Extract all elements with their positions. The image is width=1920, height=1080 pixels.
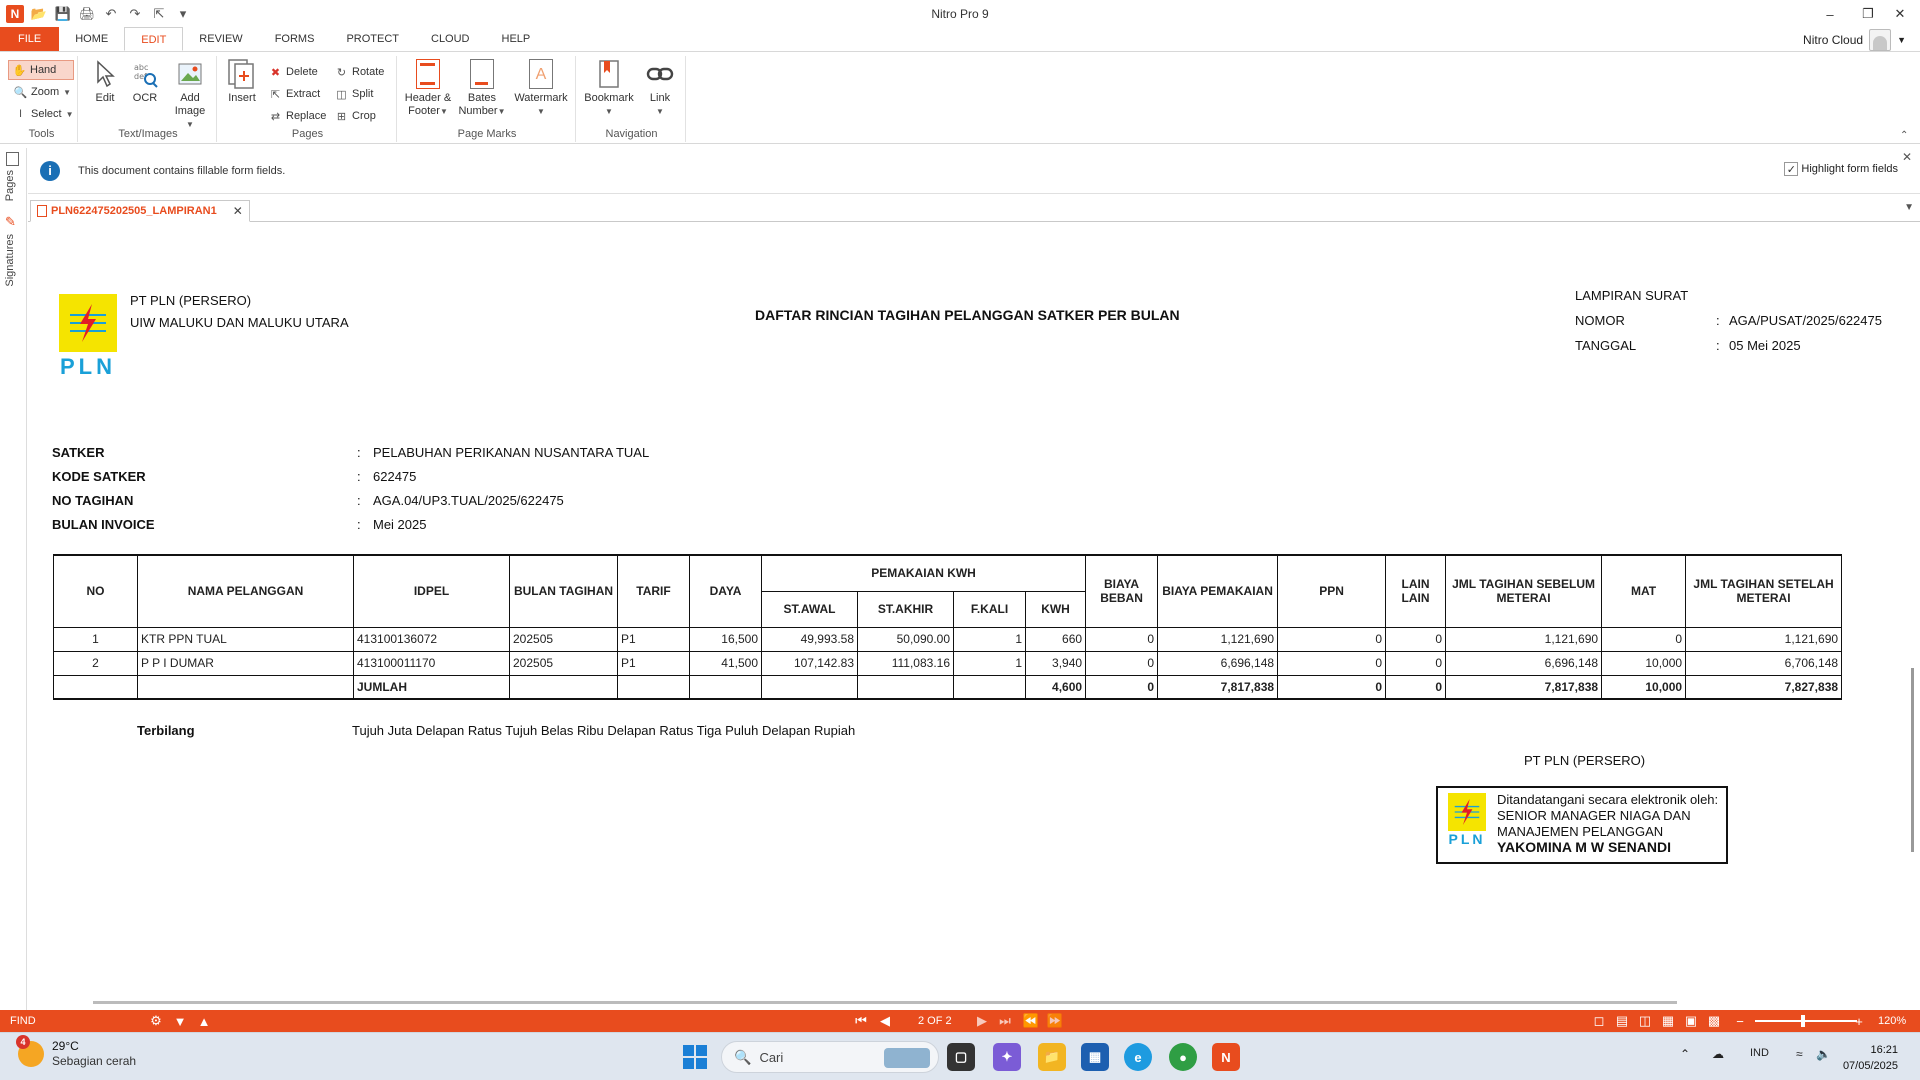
facing-view-icon[interactable]: ◫: [1638, 1013, 1652, 1028]
menu-help[interactable]: HELP: [501, 33, 531, 45]
chevron-down-icon: ▼: [186, 120, 194, 129]
delete-label: Delete: [286, 66, 318, 78]
find-previous-icon[interactable]: ▲: [197, 1013, 211, 1029]
weather-widget[interactable]: [18, 1039, 136, 1069]
copilot-icon[interactable]: ✦: [993, 1043, 1021, 1071]
task-view-icon[interactable]: ▢: [947, 1043, 975, 1071]
cell: 413100136072: [354, 627, 510, 651]
first-page-icon[interactable]: ⏮: [855, 1013, 867, 1028]
select-tool-button[interactable]: [10, 104, 78, 124]
document-tab-label: PLN622475202505_LAMPIRAN1: [51, 205, 217, 217]
cell: 1: [954, 651, 1026, 675]
select-tool-icon[interactable]: ⇱: [153, 6, 165, 21]
col-daya: DAYA: [690, 555, 762, 627]
menu-review[interactable]: REVIEW: [199, 33, 243, 45]
tanggal-value: 05 Mei 2025: [1729, 338, 1801, 353]
tools-group: [6, 56, 78, 142]
delete-icon: ✖: [270, 66, 281, 79]
input-language[interactable]: IND: [1750, 1047, 1769, 1059]
billing-table: [53, 554, 1842, 700]
bookmark-button[interactable]: [582, 58, 636, 118]
edit-button[interactable]: [90, 58, 120, 105]
cell: 1: [954, 627, 1026, 651]
vertical-scrollbar[interactable]: [1908, 223, 1920, 998]
ocr-label: OCR: [132, 92, 158, 104]
signature-line-1: Ditandatangani secara elektronik oleh:: [1497, 792, 1719, 807]
search-placeholder: Cari: [759, 1049, 784, 1065]
tanggal-colon: :: [1716, 338, 1720, 353]
cell: 50,090.00: [858, 627, 954, 651]
cell: 49,993.58: [762, 627, 858, 651]
menu-file[interactable]: FILE: [0, 27, 59, 51]
cell: 6,696,148: [1158, 651, 1278, 675]
pln-lightning-icon: [59, 294, 117, 352]
hand-icon: ✋: [12, 64, 27, 77]
zoom-out-icon[interactable]: −: [1736, 1013, 1744, 1029]
header-label-1: Header &: [404, 92, 452, 104]
cell: 0: [1086, 651, 1158, 675]
extract-label: Extract: [286, 88, 321, 100]
insert-button[interactable]: [225, 58, 259, 105]
col-st-awal: ST.AWAL: [762, 591, 858, 627]
print-icon[interactable]: 🖨: [78, 6, 96, 21]
nomor-label: NOMOR: [1575, 313, 1625, 328]
cell: 0: [1278, 651, 1386, 675]
cell: 0: [1278, 627, 1386, 651]
cell: 0: [1386, 627, 1446, 651]
col-idpel: IDPEL: [354, 555, 510, 627]
minimize-button[interactable]: –: [1826, 6, 1834, 22]
svg-text:def: def: [134, 72, 147, 81]
header-footer-icon: [413, 58, 443, 90]
crop-icon: ⊞: [336, 110, 347, 123]
page-indicator[interactable]: 2 OF 2: [918, 1015, 952, 1027]
find-next-icon[interactable]: ▼: [173, 1013, 187, 1029]
col-ppn: PPN: [1278, 555, 1386, 627]
replace-label: Replace: [286, 110, 327, 122]
speaker-icon[interactable]: 🔈: [1816, 1047, 1831, 1061]
chevron-down-icon: ▼: [63, 87, 72, 97]
highlight-form-fields-toggle[interactable]: [1784, 162, 1898, 176]
cell: KTR PPN TUAL: [138, 627, 354, 651]
col-bulan: BULAN TAGIHAN: [510, 555, 618, 627]
total-ppn: 0: [1278, 675, 1386, 699]
cell: 0: [1086, 627, 1158, 651]
search-highlight-image-icon: [884, 1048, 930, 1068]
next-view-icon[interactable]: ⏩: [1046, 1013, 1064, 1028]
total-jml-sebelum: 7,817,838: [1446, 675, 1602, 699]
col-fkali: F.KALI: [954, 591, 1026, 627]
header-footer-button[interactable]: [403, 58, 453, 118]
table-row: [54, 627, 1842, 651]
add-image-button[interactable]: [170, 58, 210, 131]
link-button[interactable]: [640, 58, 680, 118]
restore-button[interactable]: ❐: [1862, 6, 1874, 21]
cell: 1: [54, 627, 138, 651]
weather-desc: Sebagian cerah: [52, 1054, 137, 1068]
signature-pen-icon[interactable]: ✎: [5, 214, 16, 229]
cell: 0: [1386, 651, 1446, 675]
pages-tab[interactable]: Pages: [4, 170, 16, 202]
kode-satker-colon: :: [357, 469, 361, 484]
col-lain: LAIN LAIN: [1386, 555, 1446, 627]
total-biaya-pemakaian: 7,817,838: [1158, 675, 1278, 699]
replace-pages-button[interactable]: [265, 106, 330, 126]
table-row: [54, 651, 1842, 675]
bulan-invoice-value: Mei 2025: [373, 517, 427, 532]
crop-label: Crop: [352, 110, 376, 122]
pages-panel-icon[interactable]: [6, 152, 19, 166]
link-icon: [645, 58, 675, 90]
windows-start-icon[interactable]: [683, 1045, 707, 1069]
lampiran-heading: LAMPIRAN SURAT: [1575, 288, 1689, 303]
cell: 3,940: [1026, 651, 1086, 675]
col-mat: MAT: [1602, 555, 1686, 627]
text-images-group-label: Text/Images: [118, 128, 178, 140]
rotate-label: Rotate: [352, 66, 385, 78]
satker-colon: :: [357, 445, 361, 460]
total-mat: 10,000: [1602, 675, 1686, 699]
cell: 0: [1602, 627, 1686, 651]
cell: [510, 675, 618, 699]
cell: 660: [1026, 627, 1086, 651]
tab-list-chevron-icon[interactable]: ▼: [1904, 202, 1914, 213]
e-signature-box: [1436, 786, 1728, 864]
signatures-tab[interactable]: Signatures: [4, 234, 16, 287]
cursor-icon: [90, 58, 120, 90]
clock-time: 16:21: [1870, 1044, 1898, 1056]
total-lain: 0: [1386, 675, 1446, 699]
delete-pages-button[interactable]: [265, 62, 322, 82]
no-tagihan-value: AGA.04/UP3.TUAL/2025/622475: [373, 493, 564, 508]
file-explorer-icon[interactable]: 📁: [1038, 1043, 1066, 1071]
bates-number-icon: [467, 58, 497, 90]
form-fields-notification: [28, 148, 1920, 194]
undo-icon[interactable]: ↶: [105, 6, 117, 21]
chevron-down-icon: ▼: [537, 107, 545, 116]
highlight-label: Highlight form fields: [1801, 163, 1898, 175]
single-page-view-icon[interactable]: ◻: [1593, 1013, 1605, 1028]
cell: [762, 675, 858, 699]
insert-label: Insert: [228, 92, 256, 104]
header-label-2: [408, 105, 448, 118]
avatar[interactable]: [1869, 29, 1891, 51]
chevron-down-icon: ▼: [439, 107, 448, 116]
collapse-ribbon-icon[interactable]: ⌃: [1900, 130, 1909, 141]
close-tab-icon[interactable]: ✕: [232, 204, 243, 218]
cell: [954, 675, 1026, 699]
fit-page-icon[interactable]: ▣: [1684, 1013, 1698, 1028]
cell: [858, 675, 954, 699]
nitro-pro-taskbar-icon[interactable]: N: [1212, 1043, 1240, 1071]
zoom-slider-thumb[interactable]: [1801, 1015, 1805, 1027]
clock-date: 07/05/2025: [1842, 1060, 1898, 1072]
horizontal-scroll-thumb[interactable]: [93, 1001, 1677, 1004]
extract-icon: ⇱: [270, 88, 281, 101]
pdf-file-icon: [37, 205, 47, 217]
col-jml-setelah: JML TAGIHAN SETELAH METERAI: [1686, 555, 1842, 627]
last-page-icon[interactable]: ⏭: [999, 1013, 1011, 1028]
add-image-label-2-text: Image: [174, 105, 206, 117]
watermark-label: Watermark: [514, 92, 568, 104]
no-tagihan-colon: :: [357, 493, 361, 508]
watermark-button[interactable]: [511, 58, 571, 118]
cell: 1,121,690: [1686, 627, 1842, 651]
image-icon: [175, 58, 205, 90]
chrome-browser-icon[interactable]: ●: [1169, 1043, 1197, 1071]
cell: 1,121,690: [1446, 627, 1602, 651]
weather-sun-icon: [18, 1037, 44, 1067]
vertical-scroll-thumb[interactable]: [1911, 668, 1914, 852]
side-panel: [0, 148, 27, 1012]
col-tarif: TARIF: [618, 555, 690, 627]
bates-label-2-text: Number: [458, 105, 498, 117]
open-icon[interactable]: 📂: [30, 6, 48, 21]
taskbar-search[interactable]: [721, 1041, 939, 1073]
extract-pages-button[interactable]: [265, 84, 324, 104]
pln-lightning-icon: [1448, 793, 1486, 831]
cell: 6,706,148: [1686, 651, 1842, 675]
cell: 16,500: [690, 627, 762, 651]
weather-temp: 29°C: [52, 1039, 79, 1053]
weather-text: [52, 1039, 136, 1069]
nitro-logo-icon[interactable]: N: [6, 5, 24, 23]
nomor-value: AGA/PUSAT/2025/622475: [1729, 313, 1882, 328]
link-label: Link: [649, 92, 671, 104]
search-icon: 🔍: [734, 1048, 752, 1065]
bulan-invoice-label: BULAN INVOICE: [52, 517, 155, 532]
select-label: Select: [31, 108, 62, 120]
chevron-down-icon: ▼: [605, 107, 613, 116]
watermark-icon: A: [526, 58, 556, 90]
company-unit: UIW MALUKU DAN MALUKU UTARA: [130, 315, 349, 330]
col-biaya-pemakaian: BIAYA PEMAKAIAN: [1158, 555, 1278, 627]
total-biaya-beban: 0: [1086, 675, 1158, 699]
zoom-tool-button[interactable]: [10, 82, 75, 102]
bates-label-1: Bates: [467, 92, 497, 104]
nomor-colon: :: [1716, 313, 1720, 328]
pln-logo-small: [1448, 793, 1486, 847]
highlight-checkbox[interactable]: ✓: [1784, 162, 1798, 176]
tools-group-label: Tools: [28, 128, 55, 140]
rotate-pages-button[interactable]: [331, 62, 388, 82]
svg-text:abc: abc: [134, 63, 149, 72]
pln-logo-text: PLN: [60, 354, 116, 379]
no-tagihan-label: NO TAGIHAN: [52, 493, 134, 508]
system-clock[interactable]: [1843, 1042, 1898, 1074]
cell: 413100011170: [354, 651, 510, 675]
text-images-group: [80, 56, 217, 142]
cell: P1: [618, 627, 690, 651]
cell: 6,696,148: [1446, 651, 1602, 675]
zoom-label: Zoom: [31, 86, 60, 98]
document-title: DAFTAR RINCIAN TAGIHAN PELANGGAN SATKER PER BULAN: [755, 307, 1180, 323]
menu-protect[interactable]: PROTECT: [346, 33, 399, 45]
horizontal-scrollbar[interactable]: [28, 998, 1908, 1010]
col-kwh: KWH: [1026, 591, 1086, 627]
window-title: Nitro Pro 9: [931, 7, 989, 21]
next-page-icon[interactable]: ▶: [977, 1013, 987, 1028]
navigation-group: [578, 56, 686, 142]
zoom-icon: 🔍: [13, 86, 28, 99]
page-marks-group-label: Page Marks: [457, 128, 517, 140]
find-button[interactable]: FIND: [10, 1015, 36, 1027]
close-button[interactable]: ✕: [1894, 6, 1906, 21]
system-tray: [1620, 1033, 1920, 1080]
settings-gear-icon[interactable]: ⚙: [150, 1013, 162, 1028]
kode-satker-label: KODE SATKER: [52, 469, 146, 484]
cell: P P I DUMAR: [138, 651, 354, 675]
col-nama: NAMA PELANGGAN: [138, 555, 354, 627]
pln-logo: [59, 294, 117, 380]
signature-company: PT PLN (PERSERO): [1524, 753, 1646, 768]
replace-icon: ⇄: [270, 110, 281, 123]
split-button[interactable]: [331, 84, 377, 104]
signature-name: YAKOMINA M W SENANDI: [1497, 839, 1671, 855]
close-icon[interactable]: ✕: [1901, 150, 1912, 164]
cell: 41,500: [690, 651, 762, 675]
menu-bar: [0, 28, 1920, 52]
col-no: NO: [54, 555, 138, 627]
chevron-down-icon: ▼: [497, 107, 506, 116]
satker-value: PELABUHAN PERIKANAN NUSANTARA TUAL: [373, 445, 650, 460]
col-jml-sebelum: JML TAGIHAN SEBELUM METERAI: [1446, 555, 1602, 627]
cell: [54, 675, 138, 699]
company-name: PT PLN (PERSERO): [130, 293, 252, 308]
pages-group: [219, 56, 397, 142]
text-select-icon: I: [18, 108, 23, 120]
terbilang-value: Tujuh Juta Delapan Ratus Tujuh Belas Ribu Delapan Ratus Tiga Puluh Delapan Rupiah: [352, 723, 856, 738]
bates-number-button[interactable]: [457, 58, 507, 118]
menu-forms[interactable]: FORMS: [274, 33, 315, 45]
continuous-view-icon[interactable]: ▤: [1615, 1013, 1629, 1028]
cell: [690, 675, 762, 699]
show-hidden-icons-chevron-icon[interactable]: ⌃: [1680, 1047, 1691, 1061]
pages-group-label: Pages: [291, 128, 324, 140]
tanggal-label: TANGGAL: [1575, 338, 1637, 353]
total-kwh: 4,600: [1026, 675, 1086, 699]
page-marks-group: [399, 56, 576, 142]
menu-home[interactable]: HOME: [75, 33, 109, 45]
insert-pages-icon: [227, 58, 257, 90]
chevron-down-icon[interactable]: ▼: [1897, 35, 1906, 45]
notification-badge: 4: [16, 1035, 30, 1049]
fit-width-icon[interactable]: ▩: [1707, 1013, 1721, 1028]
facing-continuous-view-icon[interactable]: ▦: [1661, 1013, 1675, 1028]
bookmark-icon: [594, 58, 624, 90]
signature-line-3: MANAJEMEN PELANGGAN: [1497, 824, 1664, 839]
wifi-icon[interactable]: ≈: [1796, 1047, 1803, 1061]
pln-logo-text-small: PLN: [1448, 831, 1486, 847]
previous-page-icon[interactable]: ◀: [880, 1013, 890, 1028]
add-image-label-1: Add: [180, 92, 200, 104]
cell: [618, 675, 690, 699]
cell: 111,083.16: [858, 651, 954, 675]
crop-button[interactable]: [331, 106, 380, 126]
document-tab-bar: [28, 198, 1920, 222]
col-st-akhir: ST.AKHIR: [858, 591, 954, 627]
document-tab[interactable]: [30, 200, 250, 222]
bulan-invoice-colon: :: [357, 517, 361, 532]
header-label-2-text: Footer: [408, 105, 440, 117]
windows-taskbar: [0, 1032, 1920, 1080]
kode-satker-value: 622475: [373, 469, 417, 484]
navigation-group-label: Navigation: [605, 128, 658, 140]
cell: 107,142.83: [762, 651, 858, 675]
zoom-slider[interactable]: [1755, 1020, 1857, 1022]
total-row: [54, 675, 1842, 699]
cell: [138, 675, 354, 699]
terbilang-label: Terbilang: [137, 723, 195, 738]
cell: 10,000: [1602, 651, 1686, 675]
bookmark-label: Bookmark: [584, 92, 634, 104]
cell: 2: [54, 651, 138, 675]
total-label: JUMLAH: [354, 675, 510, 699]
bates-label-2: [458, 105, 505, 118]
previous-view-icon[interactable]: ⏪: [1022, 1013, 1040, 1028]
info-icon: i: [40, 161, 60, 181]
edge-browser-icon[interactable]: e: [1124, 1043, 1152, 1071]
col-pemakaian: PEMAKAIAN KWH: [762, 555, 1086, 591]
menu-edit[interactable]: EDIT: [124, 27, 183, 51]
cell: 1,121,690: [1158, 627, 1278, 651]
account-label: Nitro Cloud: [1803, 33, 1864, 47]
save-icon[interactable]: 💾: [54, 6, 72, 21]
hand-label: Hand: [30, 64, 57, 76]
col-biaya-beban: BIAYA BEBAN: [1086, 555, 1158, 627]
customize-toolbar-icon[interactable]: ▾: [179, 6, 187, 21]
zoom-level[interactable]: 120%: [1878, 1015, 1907, 1027]
rotate-icon: ↻: [336, 66, 347, 79]
ribbon: [0, 52, 1920, 144]
notification-text: This document contains fillable form fields.: [78, 164, 286, 177]
split-label: Split: [352, 88, 374, 100]
signature-line-2: SENIOR MANAGER NIAGA DAN: [1497, 808, 1691, 823]
cell: 202505: [510, 651, 618, 675]
chevron-down-icon: ▼: [65, 109, 74, 119]
hand-tool-button[interactable]: [8, 60, 74, 80]
cell: 202505: [510, 627, 618, 651]
total-jml-setelah: 7,827,838: [1686, 675, 1842, 699]
nitro-cloud-account[interactable]: [1803, 28, 1906, 52]
ocr-icon: [130, 58, 160, 90]
status-bar: [0, 1010, 1920, 1032]
store-icon[interactable]: ▦: [1081, 1043, 1109, 1071]
onedrive-cloud-icon[interactable]: ☁: [1712, 1047, 1724, 1061]
cell: P1: [618, 651, 690, 675]
title-bar: [0, 0, 1920, 28]
split-icon: ◫: [336, 88, 347, 101]
chevron-down-icon: ▼: [656, 107, 664, 116]
zoom-in-icon[interactable]: +: [1855, 1013, 1863, 1029]
menu-cloud[interactable]: CLOUD: [431, 33, 470, 45]
redo-icon[interactable]: ↷: [129, 6, 141, 21]
satker-label: SATKER: [52, 445, 105, 460]
ocr-button[interactable]: [130, 58, 160, 105]
document-page: [28, 223, 1908, 998]
edit-label: Edit: [95, 92, 115, 104]
